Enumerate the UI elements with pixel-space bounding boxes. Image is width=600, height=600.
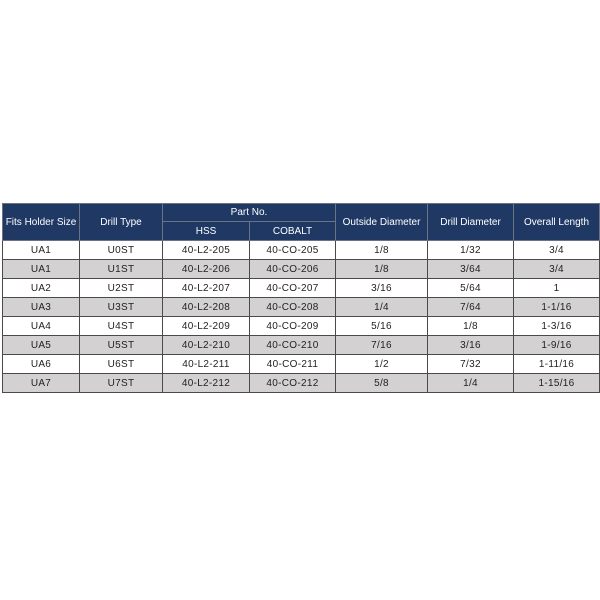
cell-hss: 40-L2-205 bbox=[163, 241, 250, 260]
cell-hss: 40-L2-212 bbox=[163, 374, 250, 393]
cell-overall-length: 1-1/16 bbox=[514, 298, 600, 317]
cell-cobalt: 40-CO-212 bbox=[250, 374, 336, 393]
table-row bbox=[3, 298, 600, 317]
header-hss: HSS bbox=[163, 222, 250, 241]
cell-drill-type: U5ST bbox=[80, 336, 163, 355]
cell-cobalt: 40-CO-206 bbox=[250, 260, 336, 279]
cell-hss: 40-L2-206 bbox=[163, 260, 250, 279]
cell-holder: UA5 bbox=[3, 336, 80, 355]
cell-holder: UA1 bbox=[3, 241, 80, 260]
spec-table-container bbox=[2, 203, 599, 393]
cell-cobalt: 40-CO-211 bbox=[250, 355, 336, 374]
cell-hss: 40-L2-208 bbox=[163, 298, 250, 317]
cell-drill-diameter: 3/64 bbox=[428, 260, 514, 279]
cell-drill-diameter: 1/32 bbox=[428, 241, 514, 260]
cell-holder: UA4 bbox=[3, 317, 80, 336]
cell-overall-length: 1-15/16 bbox=[514, 374, 600, 393]
cell-drill-diameter: 7/32 bbox=[428, 355, 514, 374]
header-drill-type: Drill Type bbox=[80, 204, 163, 241]
cell-outside-diameter: 1/8 bbox=[336, 260, 428, 279]
cell-hss: 40-L2-211 bbox=[163, 355, 250, 374]
header-drill-diameter: Drill Diameter bbox=[428, 204, 514, 241]
cell-drill-diameter: 1/8 bbox=[428, 317, 514, 336]
header-fits-holder-size: Fits Holder Size bbox=[3, 204, 80, 241]
cell-drill-type: U6ST bbox=[80, 355, 163, 374]
header-part-no: Part No. bbox=[163, 204, 336, 222]
cell-drill-type: U0ST bbox=[80, 241, 163, 260]
header-outside-diameter: Outside Diameter bbox=[336, 204, 428, 241]
cell-drill-diameter: 3/16 bbox=[428, 336, 514, 355]
cell-drill-type: U7ST bbox=[80, 374, 163, 393]
header-cobalt: COBALT bbox=[250, 222, 336, 241]
cell-overall-length: 3/4 bbox=[514, 241, 600, 260]
cell-overall-length: 3/4 bbox=[514, 260, 600, 279]
cell-holder: UA2 bbox=[3, 279, 80, 298]
cell-overall-length: 1 bbox=[514, 279, 600, 298]
cell-holder: UA1 bbox=[3, 260, 80, 279]
cell-drill-type: U3ST bbox=[80, 298, 163, 317]
cell-outside-diameter: 1/8 bbox=[336, 241, 428, 260]
table-row bbox=[3, 355, 600, 374]
cell-holder: UA6 bbox=[3, 355, 80, 374]
cell-drill-diameter: 1/4 bbox=[428, 374, 514, 393]
table-row bbox=[3, 241, 600, 260]
cell-holder: UA7 bbox=[3, 374, 80, 393]
table-row bbox=[3, 279, 600, 298]
cell-outside-diameter: 5/16 bbox=[336, 317, 428, 336]
cell-cobalt: 40-CO-207 bbox=[250, 279, 336, 298]
cell-drill-diameter: 5/64 bbox=[428, 279, 514, 298]
table-body bbox=[3, 241, 600, 393]
cell-cobalt: 40-CO-205 bbox=[250, 241, 336, 260]
cell-drill-diameter: 7/64 bbox=[428, 298, 514, 317]
table-row bbox=[3, 317, 600, 336]
table-header bbox=[3, 204, 600, 241]
cell-overall-length: 1-11/16 bbox=[514, 355, 600, 374]
cell-outside-diameter: 3/16 bbox=[336, 279, 428, 298]
cell-overall-length: 1-9/16 bbox=[514, 336, 600, 355]
table-row bbox=[3, 260, 600, 279]
cell-drill-type: U1ST bbox=[80, 260, 163, 279]
drill-spec-table bbox=[2, 203, 600, 393]
table-row bbox=[3, 374, 600, 393]
cell-hss: 40-L2-207 bbox=[163, 279, 250, 298]
cell-overall-length: 1-3/16 bbox=[514, 317, 600, 336]
cell-holder: UA3 bbox=[3, 298, 80, 317]
cell-cobalt: 40-CO-210 bbox=[250, 336, 336, 355]
cell-drill-type: U4ST bbox=[80, 317, 163, 336]
cell-cobalt: 40-CO-208 bbox=[250, 298, 336, 317]
header-overall-length: Overall Length bbox=[514, 204, 600, 241]
table-row bbox=[3, 336, 600, 355]
cell-outside-diameter: 7/16 bbox=[336, 336, 428, 355]
cell-outside-diameter: 5/8 bbox=[336, 374, 428, 393]
cell-cobalt: 40-CO-209 bbox=[250, 317, 336, 336]
cell-drill-type: U2ST bbox=[80, 279, 163, 298]
cell-hss: 40-L2-210 bbox=[163, 336, 250, 355]
cell-outside-diameter: 1/2 bbox=[336, 355, 428, 374]
cell-outside-diameter: 1/4 bbox=[336, 298, 428, 317]
cell-hss: 40-L2-209 bbox=[163, 317, 250, 336]
